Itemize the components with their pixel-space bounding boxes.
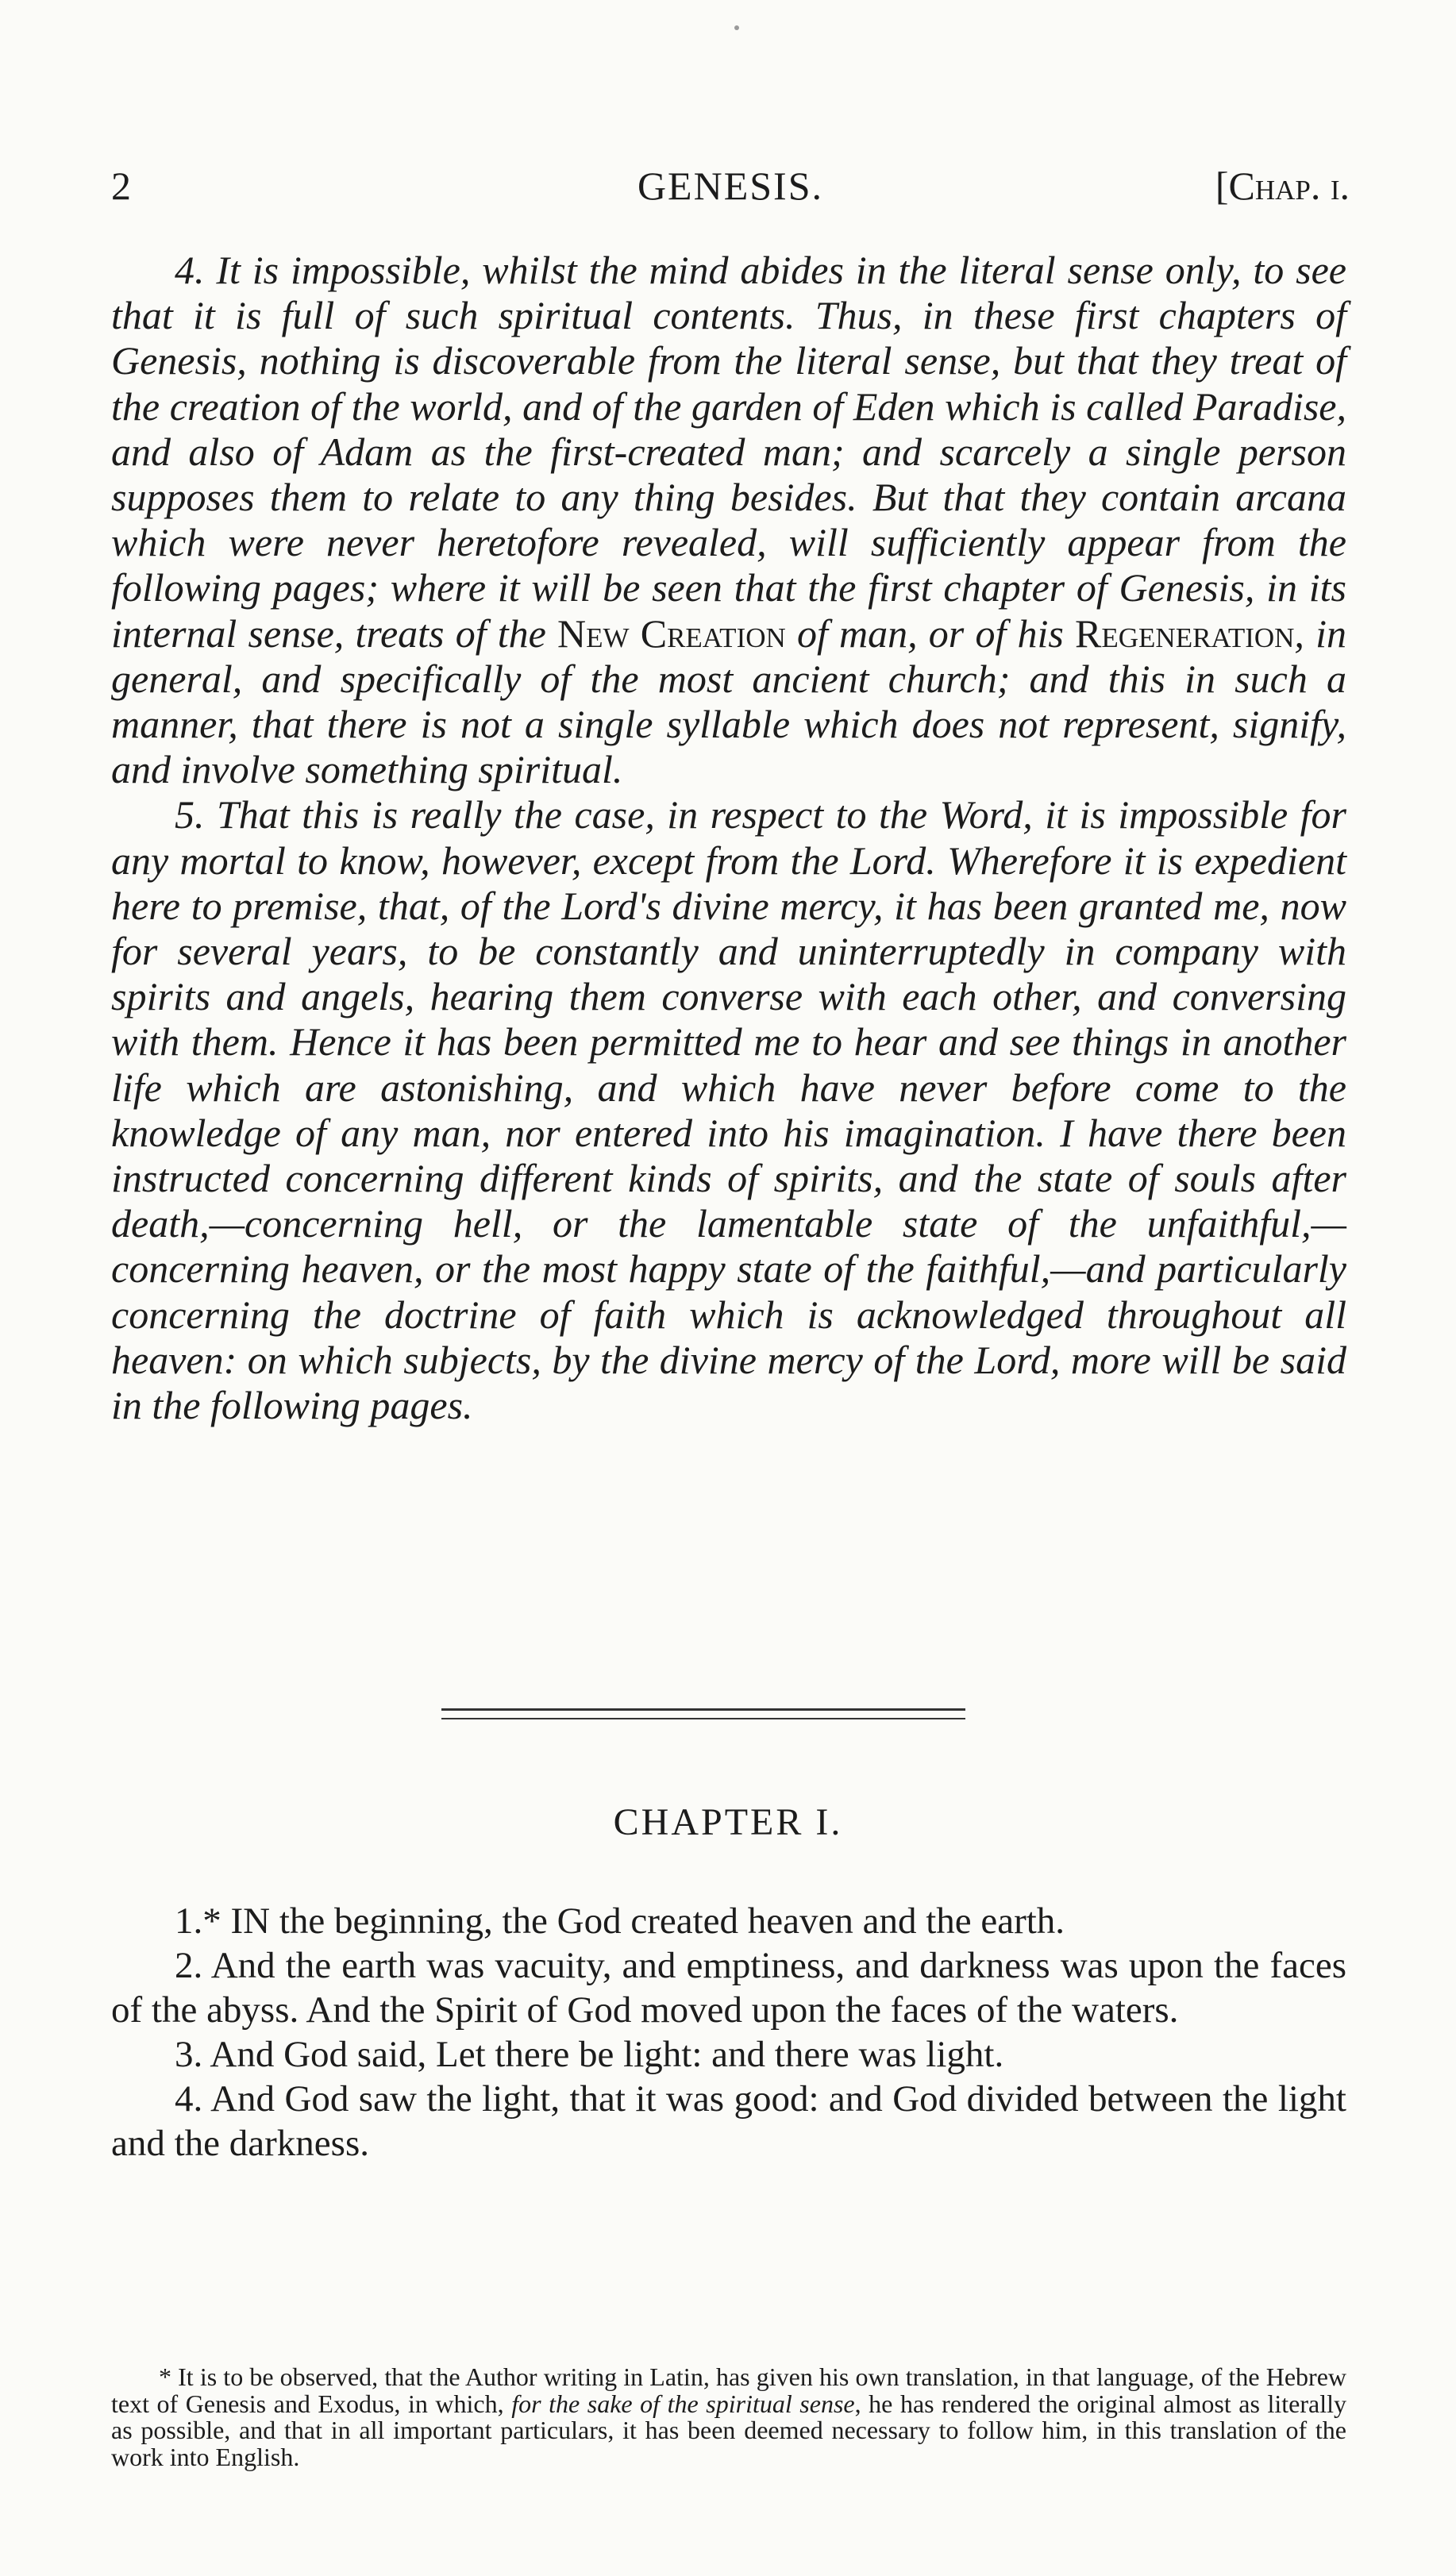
section-divider-bottom — [441, 1718, 965, 1719]
running-header — [111, 163, 1350, 226]
p4-text-1: 4. It is impossible, whilst the mind abides in the literal sense only, to see that it is full of such spiritual contents. Thus, in these first chapters of Genesis, nothing is discoverable from the literal sense, but that they treat of the creation of the world, and of the garden of Eden which is called Paradise, and also of Adam as the first-created man; and scarcely a single person supposes them to relate to any thing besides. But that they contain arcana which were never heretofore revealed, will sufficiently appear from the following pages; where it will be seen that the first chapter of Genesis, in its internal sense, treats of the — [111, 248, 1346, 656]
intro-paragraph-5: 5. That this is really the case, in respect to the Word, it is impossible for any mortal to know, however, except from the Lord. Wherefore it is expedient here to premise, that, of the Lord's divine mercy, it has been granted me, now for several years, to be constantly and uninterruptedly in company with spirits and angels, hearing them converse with each other, and conversing with them. Hence it has been permitted me to hear and see things in another life which are astonishing, and which have never before come to the knowledge of any man, nor entered into his imagination. I have there been instructed concerning different kinds of spirits, and the state of souls after death,—concerning hell, or the lamentable state of the unfaithful,—concerning heaven, or the most happy state of the faithful,—and particularly concerning the doctrine of faith which is acknowledged throughout all heaven: on which subjects, by the divine mercy of the Lord, more will be said in the following pages. — [111, 792, 1346, 1428]
p4-text-3: , in general, and specifically of the most ancient church; and this in such a manner, that there is not a single syllable which does not represent, signify, and involve something spiritual. — [111, 610, 1346, 792]
chapter-verses — [111, 1899, 1346, 2166]
chapter-reference: [Chap. i. — [1215, 164, 1350, 208]
footnote — [111, 2364, 1346, 2470]
running-title: GENESIS. — [637, 164, 824, 208]
verse-1: 1.* IN the beginning, the God created heaven and the earth. — [175, 1900, 1065, 1942]
intro-text — [111, 248, 1346, 1428]
section-divider-top — [441, 1708, 965, 1711]
verse-3: 3. And God said, Let there be light: and there was light. — [175, 2034, 1004, 2075]
intro-paragraph-4 — [111, 248, 1346, 792]
footnote-text-1: * It is to be observed, that the Author writing in Latin, has given his own translation, in that language, of the Hebrew text of Genesis and Exodus, in which, — [111, 2362, 1346, 2418]
new-creation-term: New Creation — [557, 610, 786, 656]
footnote-text — [111, 2364, 1346, 2470]
page-number: 2 — [111, 164, 131, 208]
speck — [734, 25, 739, 30]
regeneration-term: Regeneration — [1075, 610, 1295, 656]
verse-4: 4. And God saw the light, that it was good: and God divided between the light and the darkness. — [111, 2078, 1346, 2164]
p4-text-2: of man, or of his — [785, 610, 1076, 656]
verse-2: 2. And the earth was vacuity, and emptiness, and darkness was upon the faces of the abyss. And the Spirit of God moved upon the faces of the waters. — [111, 1945, 1346, 2031]
footnote-emphasis: for the sake of the spiritual sense — [511, 2389, 855, 2418]
chapter-heading: CHAPTER I. — [613, 1801, 843, 1843]
footnote-text-2: , he has rendered the original almost as literally as possible, and that in all important particulars, it has been deemed necessary to follow him, in this translation of the work into English. — [111, 2389, 1347, 2471]
